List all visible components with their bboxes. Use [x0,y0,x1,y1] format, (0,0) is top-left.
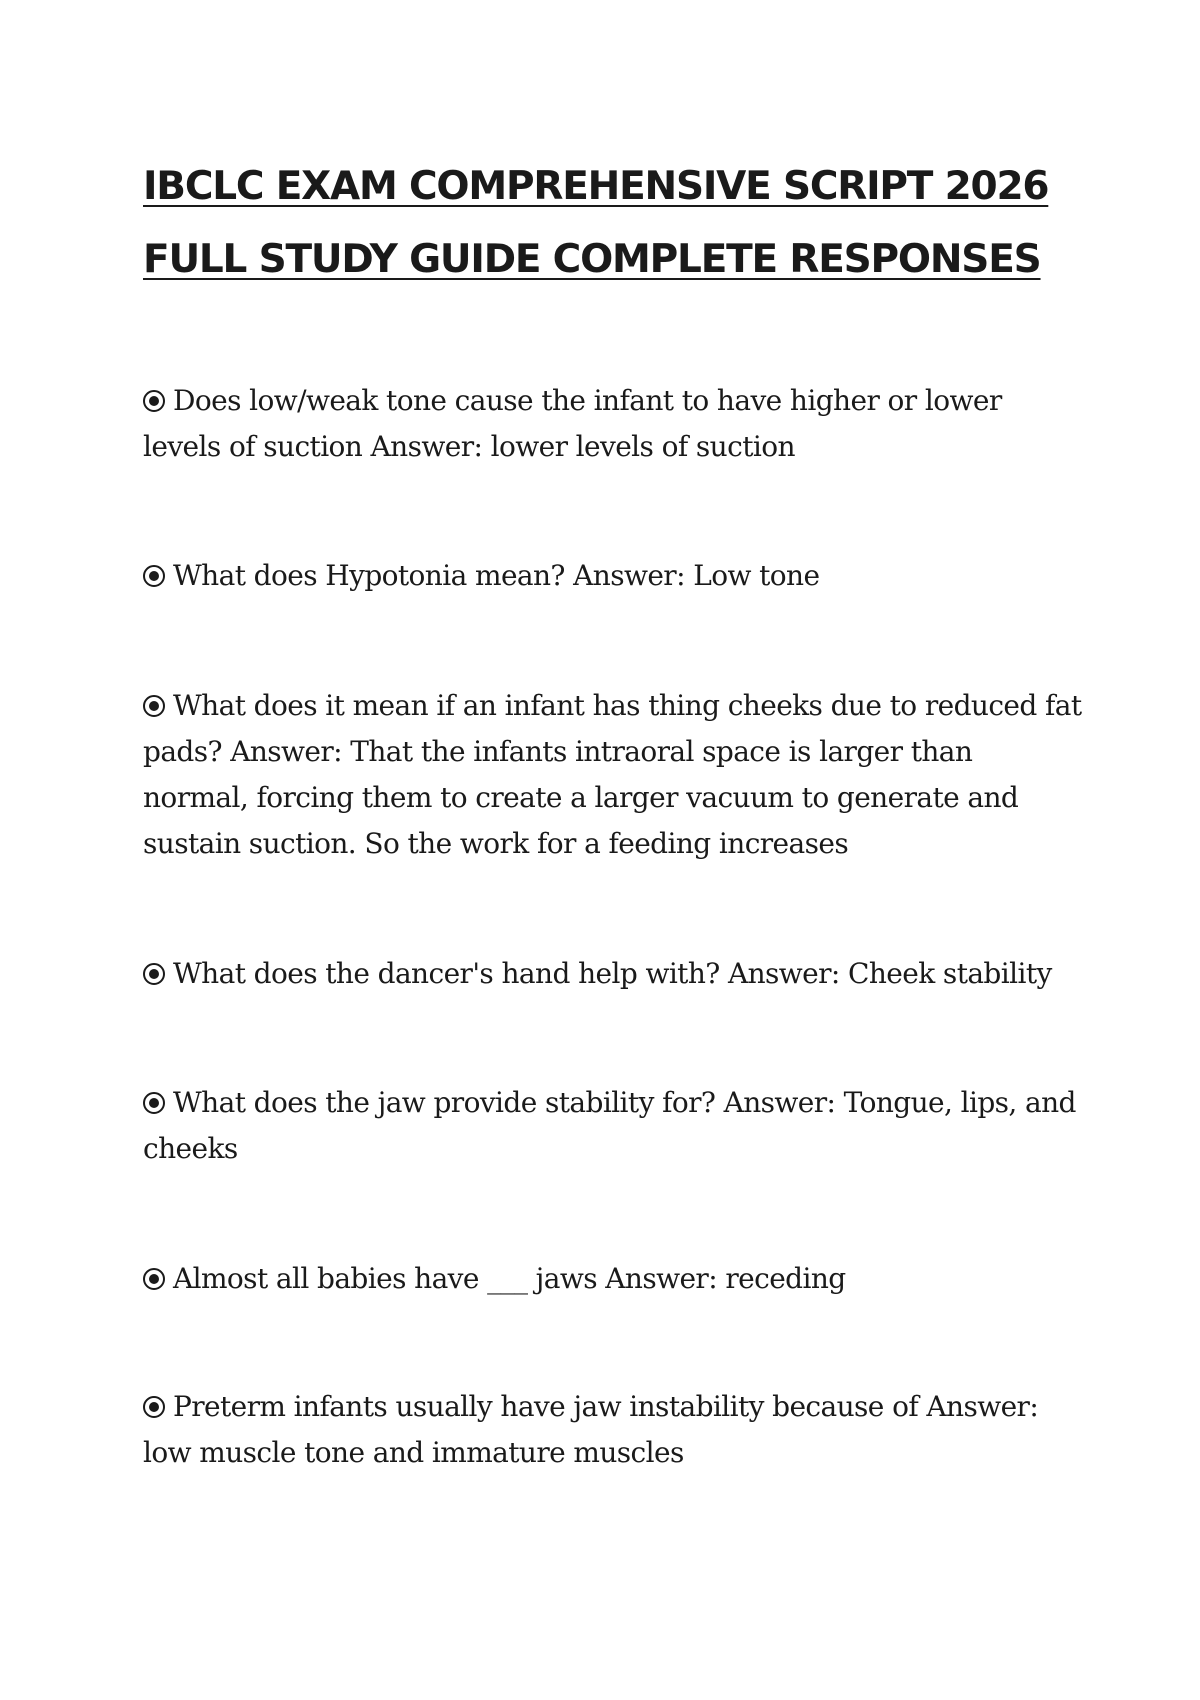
qa-item-text: Almost all babies have ___ jaws Answer: receding [173,1262,846,1295]
qa-item-text: What does the jaw provide stability for? Answer: Tongue, lips, and cheeks [143,1086,1076,1165]
radio-bullet-icon [143,1092,165,1114]
radio-bullet-icon [143,390,165,412]
qa-item-text: Preterm infants usually have jaw instability because of Answer: low muscle tone and immature muscles [143,1390,1039,1469]
title-line-1: IBCLC EXAM COMPREHENSIVE SCRIPT 2026 [143,164,1049,209]
qa-item [143,553,1083,599]
qa-item [143,1080,1083,1172]
qa-item-text: Does low/weak tone cause the infant to have higher or lower levels of suction Answer: lower levels of suction [143,384,1002,463]
radio-bullet-icon [143,695,165,717]
qa-item [143,951,1083,997]
radio-bullet-icon [143,1396,165,1418]
qa-item [143,378,1083,470]
title-line-2: FULL STUDY GUIDE COMPLETE RESPONSES [143,237,1041,282]
qa-item [143,1256,1083,1302]
qa-item [143,683,1083,867]
qa-item-text: What does it mean if an infant has thing cheeks due to reduced fat pads? Answer: That the infants intraoral space is larger than normal, forcing them to create a larger vacuum to generate and sustain suction. So the work for a feeding increases [143,689,1082,860]
qa-item [143,1384,1083,1476]
qa-item-text: What does the dancer's hand help with? Answer: Cheek stability [173,957,1052,990]
radio-bullet-icon [143,565,165,587]
radio-bullet-icon [143,963,165,985]
radio-bullet-icon [143,1268,165,1290]
qa-item-text: What does Hypotonia mean? Answer: Low tone [173,559,820,592]
document-title [143,150,1063,296]
